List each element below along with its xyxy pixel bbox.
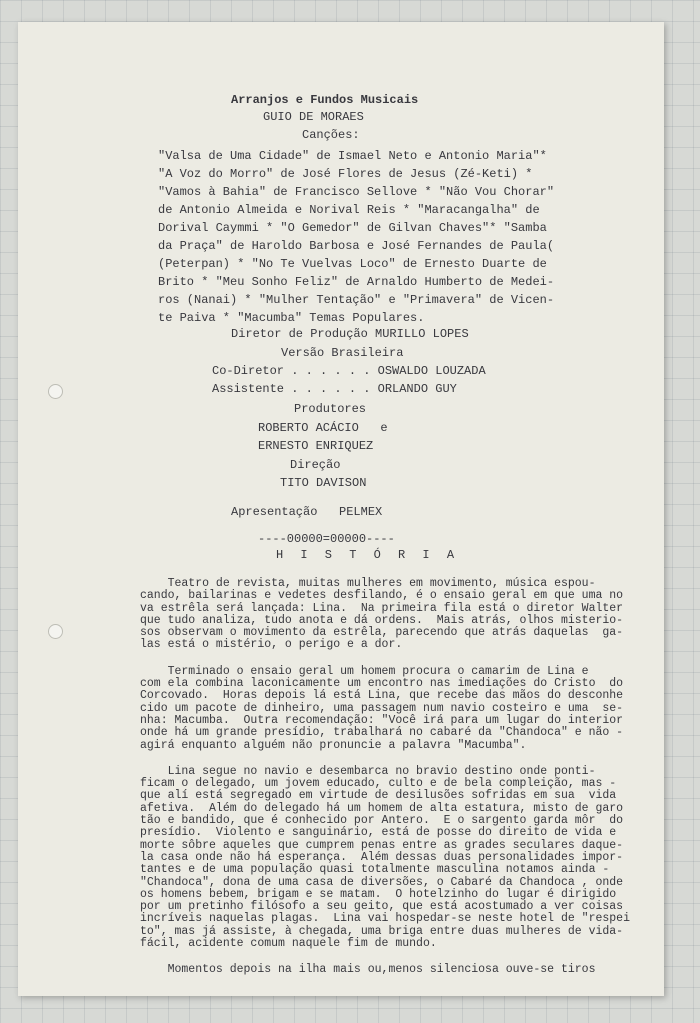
story-line: sos observam o movimento da estrêla, parecendo que atrás daquelas ga- — [140, 626, 624, 640]
story-line: cando, bailarinas e vedetes desfilando, é o ensaio geral em que uma no — [140, 589, 624, 603]
story-line: por um pretinho filósofo a seu geito, que está acostumado a ver coisas — [140, 900, 624, 914]
story-line: la casa onde não há esperança. Além dessas duas personalidades impor- — [140, 850, 624, 864]
story-line: os homens bebem, brigam e se matam. O hotelzinho do lugar é dirigido — [140, 887, 617, 901]
co-director: Co-Diretor . . . . . . OSWALDO LOUZADA — [212, 364, 486, 378]
brazilian-version: Versão Brasileira — [281, 346, 404, 360]
songs-heading: Canções: — [302, 128, 360, 142]
section-heading-historia: H I S T Ó R I A — [276, 548, 460, 562]
story-line: ficam o delegado, um jovem educado, culto e de bela compleição, mas - — [140, 777, 617, 791]
story-line: Terminado o ensaio geral um homem procura o camarim de Lina e — [140, 664, 589, 678]
punch-hole-top — [48, 384, 63, 399]
story-line: Corcovado. Horas depois lá está Lina, que recebe das mãos do desconhe — [140, 689, 624, 703]
story-line: nha: Macumba. Outra recomendação: "Você irá para um lugar do interior — [140, 713, 624, 727]
songs-line: "Valsa de Uma Cidade" de Ismael Neto e Antonio Maria"* — [158, 149, 547, 163]
songs-line: da Praça" de Haroldo Barbosa e José Fernandes de Paula( — [158, 239, 555, 253]
story-line: que alí está segregado em virtude de desilusões sofridas em sua vida — [140, 789, 617, 803]
direction-name: TITO DAVISON — [280, 476, 367, 490]
document-title: Arranjos e Fundos Musicais — [231, 93, 419, 107]
story-line: fácil, acidente comum naquele fim de mundo. — [140, 937, 437, 951]
story-line: afetiva. Além do delegado há um homem de alta estatura, misto de garo — [140, 801, 624, 815]
assistant: Assistente . . . . . . ORLANDO GUY — [212, 382, 457, 396]
production-director: Diretor de Produção MURILLO LOPES — [231, 327, 469, 341]
songs-line: "Vamos à Bahia" de Francisco Sellove * "Não Vou Chorar" — [158, 185, 555, 199]
story-line: Lina segue no navio e desembarca no bravio destino onde ponti- — [140, 764, 596, 778]
songs-line: ros (Nanai) * "Mulher Tentação" e "Primavera" de Vicen- — [158, 293, 555, 307]
story-line: cido um pacote de dinheiro, uma passagem num navio costeiro e uma se- — [140, 701, 624, 715]
story-line: "Chandoca", dona de uma casa de diversões, o Cabaré da Chandoca , onde — [140, 875, 624, 889]
songs-line: de Antonio Almeida e Norival Reis * "Maracangalha" de — [158, 203, 540, 217]
story-line: com ela combina laconicamente um encontro nas imediações do Cristo do — [140, 677, 624, 691]
story-line: va estrêla será lançada: Lina. Na primeira fila está o diretor Walter — [140, 601, 624, 615]
story-line: Teatro de revista, muitas mulheres em movimento, música espou- — [140, 577, 596, 590]
typewritten-page — [18, 22, 664, 996]
songs-line: Dorival Caymmi * "O Gemedor" de Gilvan Chaves"* "Samba — [158, 221, 547, 235]
story-line: to", mas já assiste, à chegada, uma briga entre duas mulheres de vida- — [140, 924, 624, 938]
songs-line: (Peterpan) * "No Te Vuelvas Loco" de Ernesto Duarte de — [158, 257, 547, 271]
producer-2: ERNESTO ENRIQUEZ — [258, 439, 374, 453]
story-line: tantes e de uma população quasi totalmente masculina notamos ainda - — [140, 863, 610, 877]
story-body — [140, 578, 630, 977]
songs-line: "A Voz do Morro" de José Flores de Jesus (Zé-Keti) * — [158, 167, 533, 181]
producers-label: Produtores — [294, 402, 367, 416]
story-line: agirá enquanto alguém não pronuncie a palavra "Macumba". — [140, 738, 527, 752]
presentation: Apresentação PELMEX — [231, 505, 383, 519]
story-line: tão e bandido, que é conhecido por Antero. E o sargento garda môr do — [140, 814, 624, 828]
story-line: Momentos depois na ilha mais ou,menos silenciosa ouve-se tiros — [140, 963, 596, 977]
story-line: incríveis naquelas plagas. Lina vai hospedar-se neste hotel de "respei — [140, 912, 630, 926]
story-line: las está o mistério, o perigo e a dor. — [140, 638, 403, 652]
story-line: morte sôbre aqueles que cumprem penas entre as grades seculares daque- — [140, 838, 624, 852]
story-line: onde há um grande presídio, trabalhará no cabaré da "Chandoca" e não - — [140, 726, 624, 740]
songs-line: Brito * "Meu Sonho Feliz" de Arnaldo Humberto de Medei- — [158, 275, 555, 289]
separator: ----00000=00000---- — [258, 532, 395, 546]
direction-label: Direção — [290, 458, 341, 472]
songs-line: te Paiva * "Macumba" Temas Populares. — [158, 311, 425, 325]
story-line: que tudo analiza, tudo anota e dá ordens. Mais atrás, olhos misterio- — [140, 613, 624, 627]
story-line: presídio. Violento e sanguinário, está de posse do direito de vida e — [140, 826, 617, 840]
producer-1: ROBERTO ACÁCIO e — [258, 421, 388, 435]
punch-hole-bottom — [48, 624, 63, 639]
composer-name: GUIO DE MORAES — [263, 110, 364, 124]
